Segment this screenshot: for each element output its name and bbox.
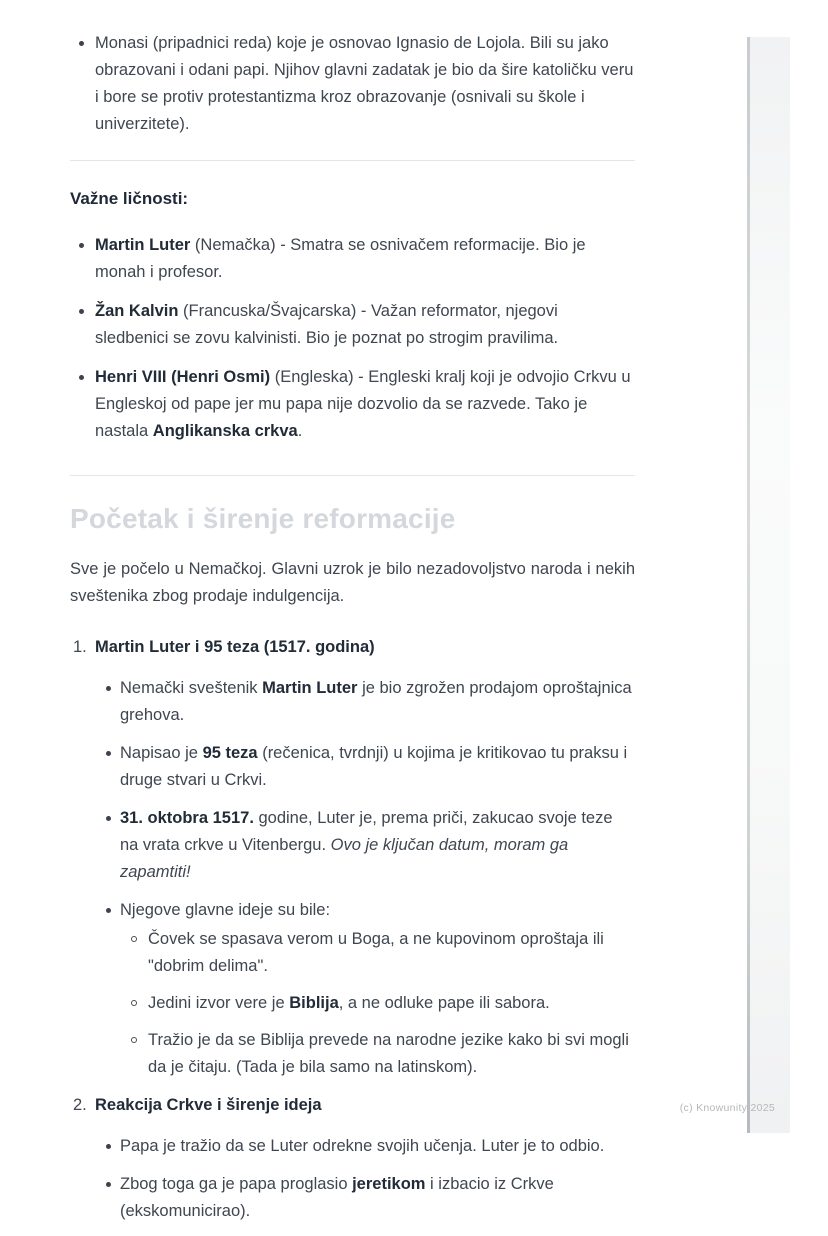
- list-item: Martin Luter (Nemačka) - Smatra se osnivačem reformacije. Bio je monah i profesor.: [70, 232, 635, 286]
- item-title: Reakcija Crkve i širenje ideja: [95, 1096, 322, 1114]
- subheading-vazne-licnosti: Važne ličnosti:: [70, 189, 189, 208]
- numbered-item: [70, 634, 635, 1081]
- sub-bullet-list: [70, 1133, 635, 1225]
- numbered-item-title-row: [70, 1092, 635, 1119]
- numbered-list: [70, 634, 635, 1225]
- list-item: Tražio je da se Biblija prevede na narodne jezike kako bi svi mogli da je čitaju. (Tada je bila samo na latinskom).: [120, 1027, 635, 1081]
- divider: [70, 475, 635, 476]
- list-item: Henri VIII (Henri Osmi) (Engleska) - Engleski kralj koji je odvojio Crkvu u Engleskoj od pape jer mu papa nije dozvolio da se razvede. Tako je nastala Anglikanska crkva.: [70, 364, 635, 445]
- section-heading: Početak i širenje reformacije: [70, 503, 456, 534]
- item-number: 1.: [73, 638, 87, 656]
- section-intro-paragraph: Sve je počelo u Nemačkoj. Glavni uzrok je bilo nezadovoljstvo naroda i nekih sveštenika zbog prodaje indulgencija.: [70, 560, 635, 605]
- list-item: 31. oktobra 1517. godine, Luter je, prema priči, zakucao svoje teze na vrata crkve u Vitenbergu. Ovo je ključan datum, moram ga zapamtiti!: [70, 805, 635, 886]
- knowunity-watermark: (c) Knowunity 2025: [679, 1102, 775, 1114]
- important-people-list: [70, 232, 635, 445]
- scrollbar-track: [750, 37, 790, 1133]
- divider: [70, 160, 635, 161]
- circle-bullet-list: [120, 926, 635, 1081]
- item-number: 2.: [73, 1096, 87, 1114]
- list-item: [70, 897, 635, 1081]
- list-item: Papa je tražio da se Luter odrekne svojih učenja. Luter je to odbio.: [70, 1133, 635, 1160]
- numbered-item: [70, 1092, 635, 1225]
- list-item: Zbog toga ga je papa proglasio jeretikom i izbacio iz Crkve (ekskomunicirao).: [70, 1171, 635, 1225]
- list-item-text: Njegove glavne ideje su bile:: [120, 901, 331, 919]
- list-item: Jedini izvor vere je Biblija, a ne odluke pape ili sabora.: [120, 990, 635, 1017]
- list-item: Žan Kalvin (Francuska/Švajcarska) - Važan reformator, njegovi sledbenici se zovu kalvinisti. Bio je poznat po strogim pravilima.: [70, 298, 635, 352]
- numbered-item-title-row: [70, 634, 635, 661]
- scrollbar-thumb[interactable]: [747, 37, 750, 1133]
- item-title: Martin Luter i 95 teza (1517. godina): [95, 638, 375, 656]
- list-item: Nemački sveštenik Martin Luter je bio zgrožen prodajom oproštajnica grehova.: [70, 675, 635, 729]
- list-item: Monasi (pripadnici reda) koje je osnovao Ignasio de Lojola. Bili su jako obrazovani i odani papi. Njihov glavni zadatak je bio da šire katoličku veru i bore se protiv protestantizma kroz obrazovanje (osnivali su škole i univerzitete).: [70, 30, 635, 138]
- document-content: [70, 30, 635, 1236]
- sub-bullet-list: [70, 675, 635, 1081]
- list-item: Čovek se spasava verom u Boga, a ne kupovinom oproštaja ili "dobrim delima".: [120, 926, 635, 980]
- jesuits-list: [70, 30, 635, 138]
- list-item: Napisao je 95 teza (rečenica, tvrdnji) u kojima je kritikovao tu praksu i druge stvari u Crkvi.: [70, 740, 635, 794]
